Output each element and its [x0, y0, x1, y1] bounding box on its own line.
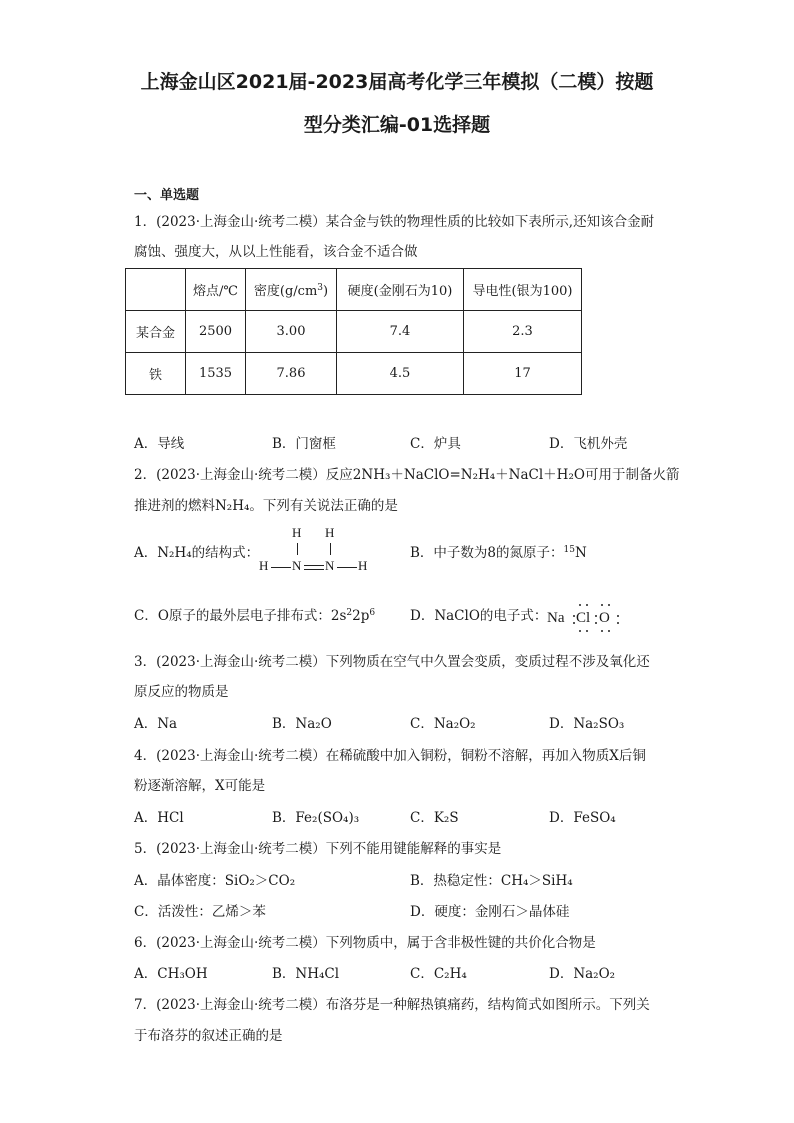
atom-h: H — [325, 525, 335, 540]
electron-dot — [595, 622, 597, 624]
electron-dot — [579, 630, 581, 632]
table-cell: 7.4 — [337, 311, 464, 353]
section-heading: 一、单选题 — [134, 188, 200, 203]
table-cell: 1535 — [186, 353, 246, 395]
q2-stem-line2: 推进剂的燃料N₂H₄。下列有关说法正确的是 — [134, 498, 398, 514]
q2-option-d: D．NaClO的电子式： — [410, 608, 548, 624]
q1-option-b: B．门窗框 — [272, 436, 336, 452]
table-header-cell — [126, 269, 186, 311]
q3-stem-line2: 原反应的物质是 — [134, 684, 229, 700]
table-cell: 铁 — [126, 353, 186, 395]
table-row — [126, 353, 582, 395]
atom-h: H — [259, 558, 269, 573]
bond-line — [304, 569, 324, 570]
q3-option-b: B．Na₂O — [272, 716, 332, 732]
q1-stem-line1: 1．(2023·上海金山·统考二模）某合金与铁的物理性质的比较如下表所示,还知该合金耐 — [134, 214, 655, 230]
electron-dot — [586, 630, 588, 632]
property-table — [125, 268, 582, 395]
q2-option-b: B．中子数为8的氮原子：$^{15}$N — [410, 545, 587, 561]
atom-n: N — [292, 558, 302, 573]
bond-line — [297, 543, 298, 555]
table-cell: 7.86 — [246, 353, 337, 395]
table-header-cell: 导电性(银为100) — [464, 269, 582, 311]
electron-dot — [617, 622, 619, 624]
table-header-row — [126, 269, 582, 311]
q4-stem-line1: 4．(2023·上海金山·统考二模）在稀硫酸中加入铜粉，铜粉不溶解，再加入物质X后铜 — [134, 748, 646, 764]
electron-dot — [608, 604, 610, 606]
q5-option-b: B．热稳定性：CH₄＞SiH₄ — [410, 873, 573, 889]
table-cell: 2500 — [186, 311, 246, 353]
electron-dot — [601, 604, 603, 606]
q7-stem-line2: 于布洛芬的叙述正确的是 — [134, 1028, 283, 1044]
q4-option-a: A．HCl — [134, 810, 184, 826]
q6-option-c: C．C₂H₄ — [410, 966, 467, 982]
q4-option-c: C．K₂S — [410, 810, 459, 826]
q7-stem-line1: 7．(2023·上海金山·统考二模）布洛芬是一种解热镇痛药，结构简式如图所示。下列关 — [134, 997, 650, 1013]
table-cell: 4.5 — [337, 353, 464, 395]
q4-stem-line2: 粉逐渐溶解，X可能是 — [134, 778, 266, 794]
atom-o: O — [599, 610, 610, 626]
q5-option-a: A．晶体密度：SiO₂＞CO₂ — [134, 873, 296, 889]
atom-cl: Cl — [576, 610, 591, 626]
q1-option-a: A．导线 — [134, 436, 185, 452]
q2-option-c: C．O原子的最外层电子排布式：$2s^22p^6$ — [134, 608, 376, 624]
q6-stem-line1: 6．(2023·上海金山·统考二模）下列物质中，属于含非极性键的共价化合物是 — [134, 935, 596, 951]
electron-dot — [573, 615, 575, 617]
table-header-cell: 硬度(金刚石为10) — [337, 269, 464, 311]
electron-dot — [601, 630, 603, 632]
atom-na: Na — [547, 610, 565, 626]
table-row — [126, 311, 582, 353]
q1-option-d: D．飞机外壳 — [549, 436, 628, 452]
q6-option-d: D．Na₂O₂ — [549, 966, 616, 982]
electron-dot — [595, 615, 597, 617]
electron-dot — [579, 604, 581, 606]
q3-option-d: D．Na₂SO₃ — [549, 716, 625, 732]
bond-line — [330, 543, 331, 555]
q5-option-d: D．硬度：金刚石＞晶体硅 — [410, 904, 570, 920]
doc-title-line1: 上海金山区2021届-2023届高考化学三年模拟（二模）按题 — [140, 71, 654, 93]
q3-stem-line1: 3．(2023·上海金山·统考二模）下列物质在空气中久置会变质，变质过程不涉及氧化还 — [134, 654, 650, 670]
electron-dot — [586, 604, 588, 606]
hydrazine-structure — [255, 526, 385, 576]
electron-dot — [573, 622, 575, 624]
q5-option-c: C．活泼性：乙烯＞苯 — [134, 904, 266, 920]
table-header-cell: 熔点/℃ — [186, 269, 246, 311]
doc-title-line2: 型分类汇编-01选择题 — [303, 114, 491, 136]
q1-option-c: C．炉具 — [410, 436, 461, 452]
q1-stem-line2: 腐蚀、强度大，从以上性能看，该合金不适合做 — [134, 244, 418, 260]
q2-option-a: A．N₂H₄的结构式： — [134, 545, 260, 561]
q4-option-b: B．Fe₂(SO₄)₃ — [272, 810, 360, 826]
table-cell: 17 — [464, 353, 582, 395]
q6-option-b: B．NH₄Cl — [272, 966, 340, 982]
table-header-cell: 密度$(g/cm^3)$ — [246, 269, 337, 311]
table-cell: 2.3 — [464, 311, 582, 353]
q3-option-a: A．Na — [134, 716, 178, 732]
q4-option-d: D．FeSO₄ — [549, 810, 616, 826]
naclo-electron-formula — [545, 598, 625, 634]
atom-h: H — [358, 558, 368, 573]
bond-line — [271, 567, 291, 568]
table-cell: 某合金 — [126, 311, 186, 353]
table-cell: 3.00 — [246, 311, 337, 353]
bond-line — [304, 565, 324, 566]
atom-h: H — [292, 525, 302, 540]
q6-option-a: A．CH₃OH — [134, 966, 208, 982]
electron-dot — [617, 615, 619, 617]
electron-dot — [608, 630, 610, 632]
q5-stem-line1: 5．(2023·上海金山·统考二模）下列不能用键能解释的事实是 — [134, 841, 502, 857]
q2-stem-line1: 2．(2023·上海金山·统考二模）反应2NH₃＋NaClO=N₂H₄＋NaCl＋H₂O可用于制备火箭 — [134, 467, 680, 483]
atom-n: N — [325, 558, 335, 573]
q3-option-c: C．Na₂O₂ — [410, 716, 476, 732]
bond-line — [337, 567, 357, 568]
